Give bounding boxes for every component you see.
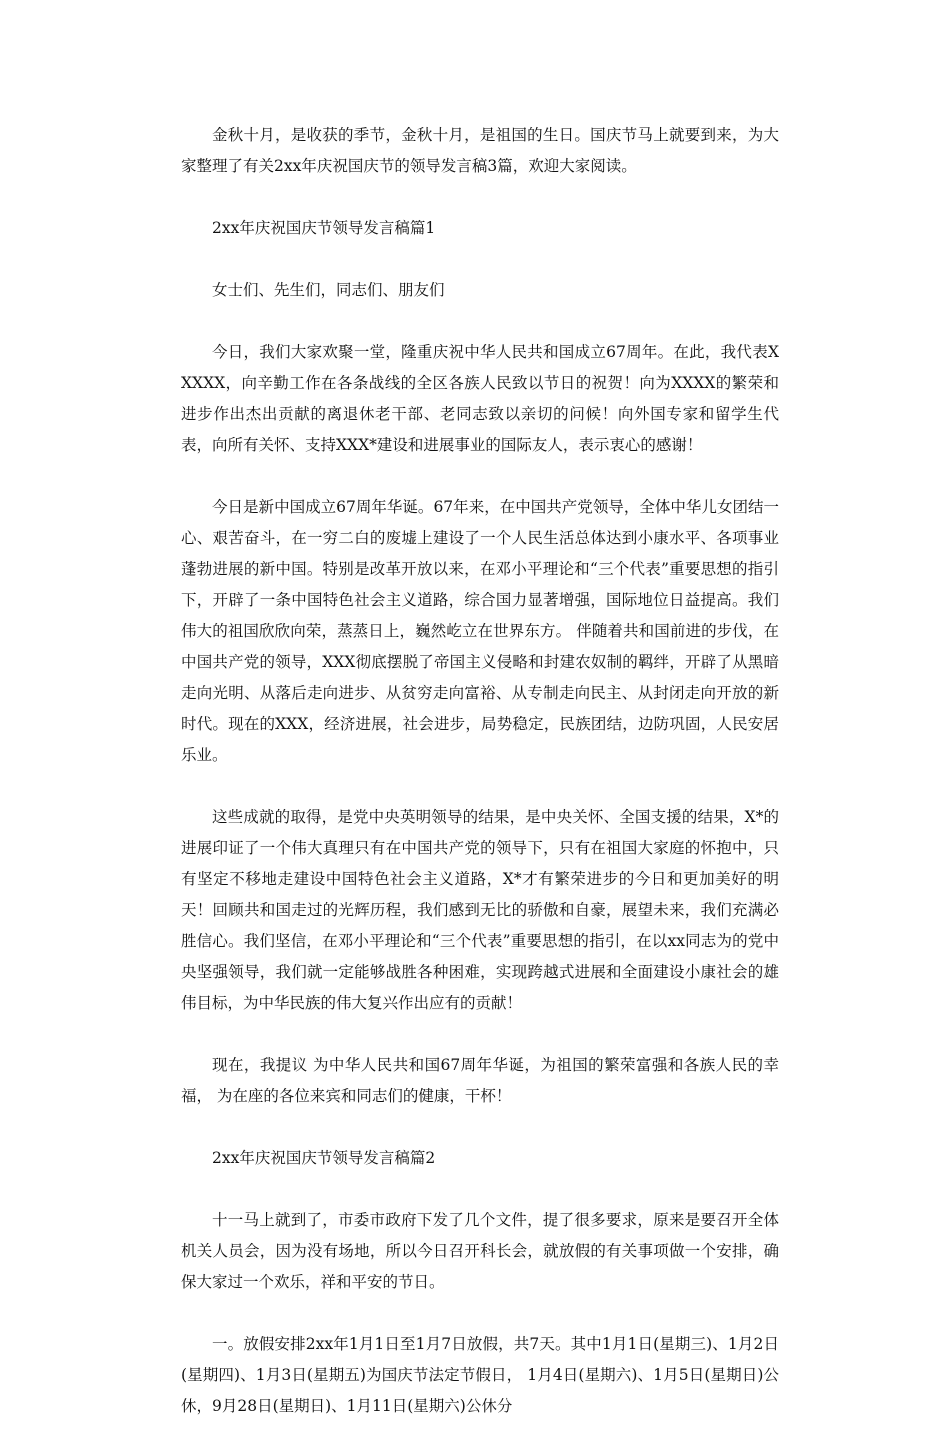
speech-1-paragraph-4: 现在，我提议 为中华人民共和国67周年华诞，为祖国的繁荣富强和各族人民的幸福， 为在座的各位来宾和同志们的健康，干杯！: [181, 1056, 779, 1105]
speech-1-paragraph-2: 今日是新中国成立67周年华诞。67年来，在中国共产党领导，全体中华儿女团结一心、艰苦奋斗，在一穷二白的废墟上建设了一个人民生活总体达到小康水平、各项事业蓬勃进展的新中国。特别是改革开放以来，在邓小平理论和“三个代表”重要思想的指引下，开辟了一条中国特色社会主义道路，综合国力显著增强，国际地位日益提高。我们伟大的祖国欣欣向荣，蒸蒸日上，巍然屹立在世界东方。 伴随着共和国前进的步伐，在中国共产党的领导，XXX彻底摆脱了帝国主义侵略和封建农奴制的羁绊，开辟了从黑暗走向光明、从落后走向进步、从贫穷走向富裕、从专制走向民主、从封闭走向开放的新时代。现在的XXX，经济进展，社会进步，局势稳定，民族团结，边防巩固，人民安居乐业。: [181, 498, 779, 764]
speech-1-paragraph-3: 这些成就的取得，是党中央英明领导的结果，是中央关怀、全国支援的结果，X*的进展印证了一个伟大真理只有在中国共产党的领导下，只有在祖国大家庭的怀抱中，只有坚定不移地走建设中国特色社会主义道路，X*才有繁荣进步的今日和更加美好的明天！回顾共和国走过的光辉历程，我们感到无比的骄傲和自豪，展望未来，我们充满必胜信心。我们坚信，在邓小平理论和“三个代表”重要思想的指引，在以xx同志为的党中央坚强领导，我们就一定能够战胜各种困难，实现跨越式进展和全面建设小康社会的雄伟目标，为中华民族的伟大复兴作出应有的贡献！: [181, 808, 779, 1012]
speech-2-paragraph-2: 一。放假安排2xx年1月1日至1月7日放假，共7天。其中1月1日(星期三)、1月2日(星期四)、1月3日(星期五)为国庆节法定节假日， 1月4日(星期六)、1月5日(星期日)公休，9月28日(星期日)、1月11日(星期六)公休分: [181, 1335, 779, 1415]
document-body: [181, 120, 779, 1453]
greeting-line: 女士们、先生们，同志们、朋友们: [212, 281, 445, 299]
intro-paragraph: 金秋十月，是收获的季节，金秋十月，是祖国的生日。国庆节马上就要到来，为大家整理了有关2xx年庆祝国庆节的领导发言稿3篇，欢迎大家阅读。: [181, 126, 779, 175]
section-1-title: 2xx年庆祝国庆节领导发言稿篇1: [212, 219, 436, 237]
speech-2-paragraph-1: 十一马上就到了，市委市政府下发了几个文件，提了很多要求，原来是要召开全体机关人员会，因为没有场地，所以今日召开科长会，就放假的有关事项做一个安排，确保大家过一个欢乐，祥和平安的节日。: [181, 1211, 779, 1291]
section-2-title: 2xx年庆祝国庆节领导发言稿篇2: [212, 1149, 436, 1167]
speech-1-paragraph-1: 今日，我们大家欢聚一堂，隆重庆祝中华人民共和国成立67周年。在此，我代表XXXXX，向辛勤工作在各条战线的全区各族人民致以节日的祝贺！向为XXXX的繁荣和进步作出杰出贡献的离退休老干部、老同志致以亲切的问候！向外国专家和留学生代表，向所有关怀、支持XXX*建设和进展事业的国际友人，表示衷心的感谢！: [181, 343, 779, 454]
